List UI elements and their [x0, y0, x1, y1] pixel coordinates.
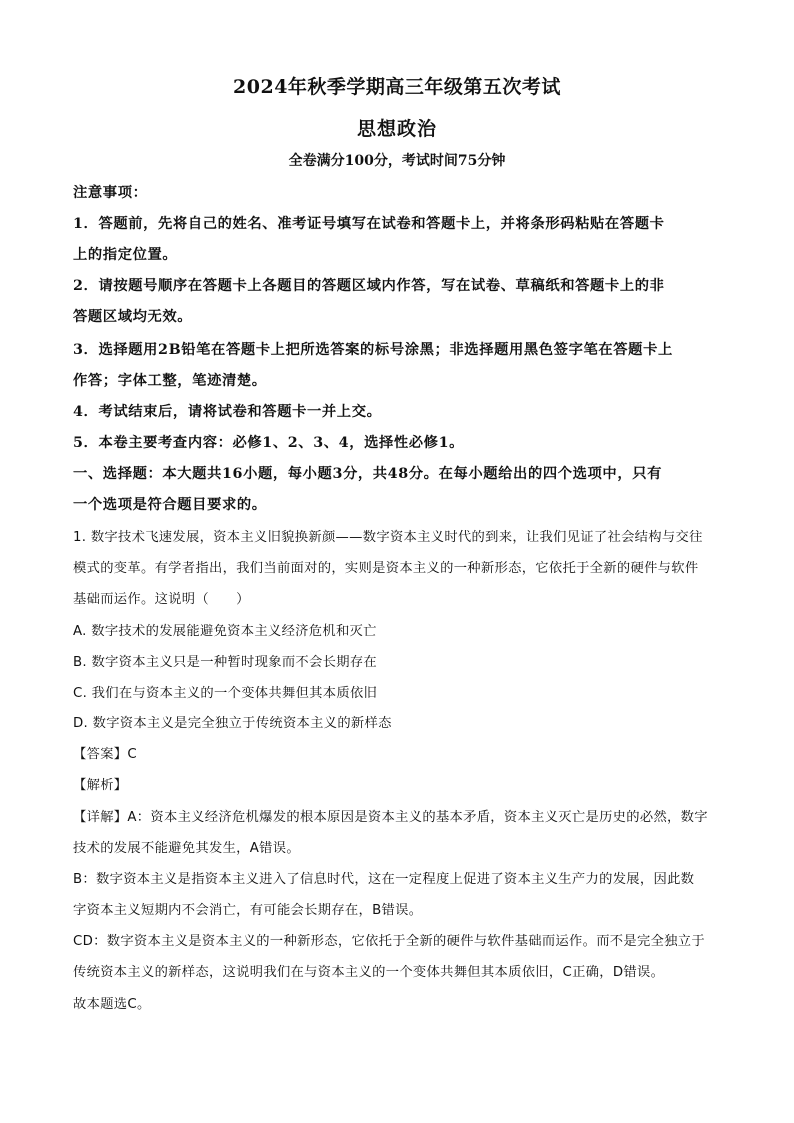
answer-tag: 【答案】	[73, 747, 128, 762]
note-line: 上的指定位置。	[73, 247, 178, 263]
explanation-line: 【详解】A：资本主义经济危机爆发的根本原因是资本主义的基本矛盾，资本主义灭亡是历史的必然，数字	[73, 810, 708, 825]
explanation-line: 传统资本主义的新样态，这说明我们在与资本主义的一个变体共舞但其本质依旧，C正确，D错误。	[73, 965, 665, 980]
explanation-line: 字资本主义短期内不会消亡，有可能会长期存在，B错误。	[73, 903, 423, 918]
note-line: 2．请按题号顺序在答题卡上各题目的答题区域内作答，写在试卷、草稿纸和答题卡上的非	[73, 278, 665, 294]
question-stem-line: 1. 数字技术飞速发展，资本主义旧貌换新颜——数字资本主义时代的到来，让我们见证了社会结构与交往	[73, 530, 703, 545]
note-line: 作答；字体工整，笔迹清楚。	[73, 373, 267, 389]
question-stem-line: 基础而运作。这说明（ ）	[73, 592, 250, 607]
exam-title: 2024年秋季学期高三年级第五次考试	[233, 76, 561, 98]
option-c: C. 我们在与资本主义的一个变体共舞但其本质依旧	[73, 686, 378, 701]
note-line: 3．选择题用2B铅笔在答题卡上把所选答案的标号涂黑；非选择题用黑色签字笔在答题卡上	[73, 342, 673, 358]
note-line: 1．答题前，先将自己的姓名、准考证号填写在试卷和答题卡上，并将条形码粘贴在答题卡	[73, 216, 665, 232]
answer-line	[73, 743, 137, 762]
explanation-line: 技术的发展不能避免其发生，A错误。	[73, 841, 300, 856]
analysis-tag: 【解析】	[73, 778, 128, 793]
notes-heading: 注意事项：	[73, 185, 148, 201]
explanation-line: B：数字资本主义是指资本主义进入了信息时代，这在一定程度上促进了资本主义生产力的发展，因此数	[73, 872, 695, 887]
option-a: A. 数字技术的发展能避免资本主义经济危机和灭亡	[73, 624, 377, 639]
explanation-line: 故本题选C。	[73, 997, 151, 1012]
option-d: D. 数字资本主义是完全独立于传统资本主义的新样态	[73, 716, 392, 731]
explanation-line: CD：数字资本主义是资本主义的一种新形态，它依托于全新的硬件与软件基础而运作。而不是完全独立于	[73, 934, 705, 949]
section-heading-cont: 一个选项是符合题目要求的。	[73, 497, 267, 513]
score-time-info: 全卷满分100分，考试时间75分钟	[288, 153, 506, 169]
answer-value: C	[127, 747, 137, 762]
note-line: 5．本卷主要考查内容：必修1、2、3、4，选择性必修1。	[73, 435, 465, 451]
note-line: 答题区域均无效。	[73, 309, 193, 325]
question-stem-line: 模式的变革。有学者指出，我们当前面对的，实则是资本主义的一种新形态，它依托于全新的硬件与软件	[73, 561, 699, 576]
section-heading: 一、选择题：本大题共16小题，每小题3分，共48分。在每小题给出的四个选项中，只有	[73, 466, 663, 482]
option-b: B. 数字资本主义只是一种暂时现象而不会长期存在	[73, 655, 378, 670]
note-line: 4．考试结束后，请将试卷和答题卡一并上交。	[73, 404, 382, 420]
subject-title: 思想政治	[356, 118, 437, 140]
